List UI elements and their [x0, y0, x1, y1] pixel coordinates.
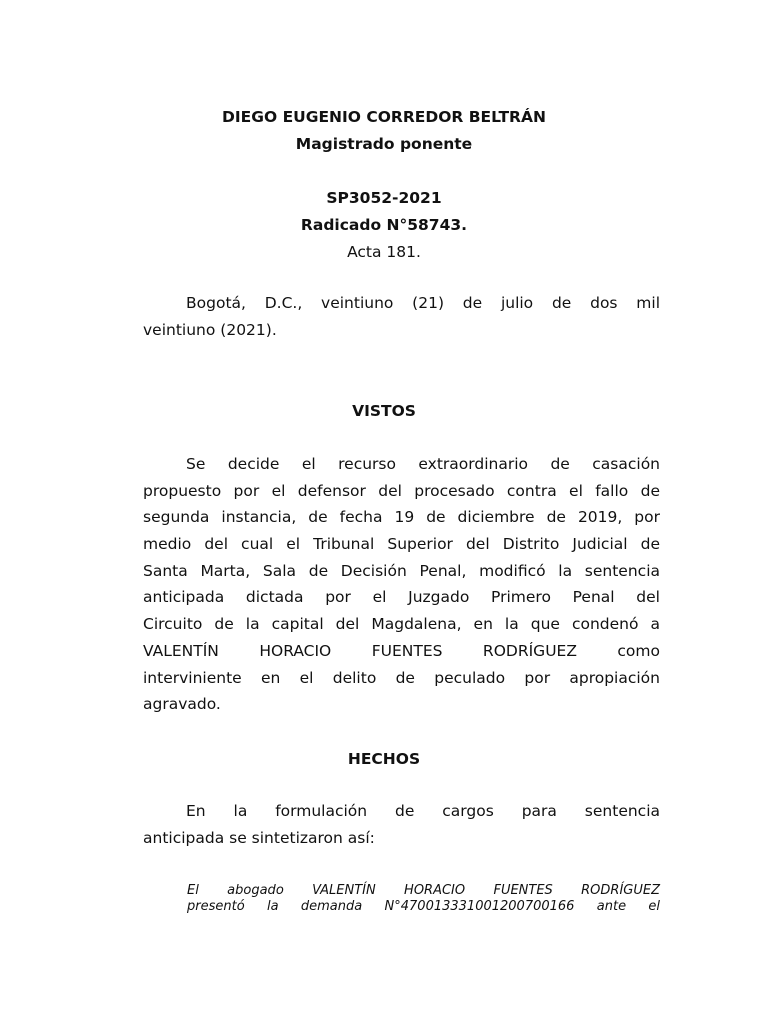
paragraph-line: propuesto por el defensor del procesado contra el fallo de: [143, 481, 660, 500]
hechos-paragraph: [143, 798, 660, 851]
decision-code: SP3052-2021: [326, 189, 442, 207]
paragraph-line: Bogotá, D.C., veintiuno (21) de julio de dos mil: [186, 294, 660, 312]
radicado-number: Radicado N°58743.: [300, 216, 468, 234]
paragraph-line: veintiuno (2021).: [143, 320, 277, 339]
paragraph-line: agravado.: [143, 695, 221, 714]
magistrate-role: Magistrado ponente: [295, 135, 473, 153]
paragraph-line: Santa Marta, Sala de Decisión Penal, modificó la sentencia: [143, 561, 660, 580]
vistos-paragraph: [143, 451, 660, 718]
quote-line: El abogado VALENTÍN HORACIO FUENTES RODRÍGUEZ: [187, 883, 660, 898]
paragraph-line: anticipada dictada por el Juzgado Primero Penal del: [143, 588, 660, 607]
paragraph-line: anticipada se sintetizaron así:: [143, 828, 375, 847]
paragraph-line: segunda instancia, de fecha 19 de diciembre de 2019, por: [143, 508, 660, 527]
date-paragraph: [143, 290, 660, 343]
quote-line: presentó la demanda N°470013331001200700166 ante el: [187, 899, 660, 914]
section-heading-hechos: HECHOS: [347, 750, 421, 768]
paragraph-line: medio del cual el Tribunal Superior del Distrito Judicial de: [143, 535, 660, 554]
section-heading-vistos: VISTOS: [352, 402, 416, 420]
magistrate-name: DIEGO EUGENIO CORREDOR BELTRÁN: [222, 108, 546, 126]
paragraph-line: Se decide el recurso extraordinario de casación: [186, 455, 660, 473]
paragraph-line: VALENTÍN HORACIO FUENTES RODRÍGUEZ como: [143, 641, 660, 660]
paragraph-line: Circuito de la capital del Magdalena, en la que condenó a: [143, 615, 660, 634]
paragraph-line: interviniente en el delito de peculado por apropiación: [143, 668, 660, 687]
acta-number: Acta 181.: [347, 243, 421, 261]
paragraph-line: En la formulación de cargos para sentencia: [186, 802, 660, 820]
hechos-quote: [187, 883, 660, 915]
